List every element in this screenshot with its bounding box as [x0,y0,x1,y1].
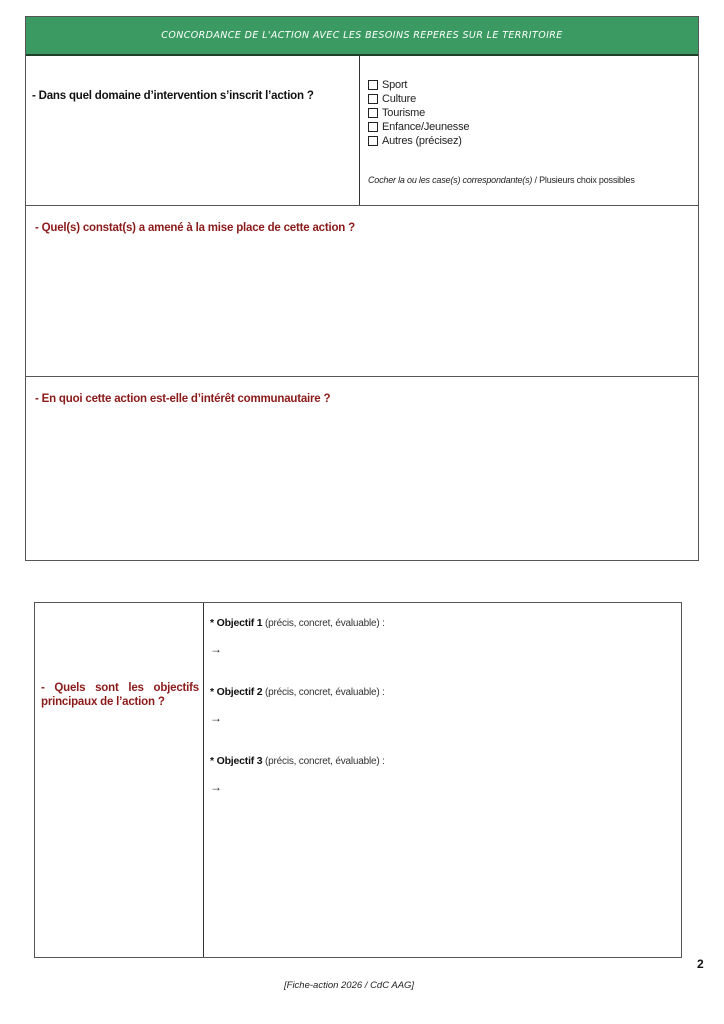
page-number: 2 [697,957,704,971]
interet-row[interactable] [26,377,698,561]
needs-concordance-table [25,16,699,561]
checkbox-icon[interactable] [368,122,378,132]
checkbox-hint [368,175,635,185]
checkbox-label: Autres (précisez) [382,135,462,147]
checkbox-culture[interactable] [368,92,469,106]
page-footer: [Fiche-action 2026 / CdC AAG] [284,980,415,991]
objective-2-label: * Objectif 2 (précis, concret, évaluable) : [210,686,385,698]
checkbox-icon[interactable] [368,94,378,104]
domain-question-cell [26,56,360,205]
checkbox-icon[interactable] [368,108,378,118]
objectives-question-cell [35,603,204,957]
checkbox-hint-italic: Cocher la ou les case(s) correspondante(s) [368,175,533,185]
section-header [26,17,698,56]
interet-question: - En quoi cette action est-elle d’intérêt communautaire ? [35,393,331,405]
checkbox-autres[interactable] [368,134,469,148]
domain-options-cell [360,56,698,205]
checkbox-enfance-jeunesse[interactable] [368,120,469,134]
checkbox-label: Enfance/Jeunesse [382,121,470,133]
constat-question: - Quel(s) constat(s) a amené à la mise place de cette action ? [35,222,355,234]
arrow-right-icon: → [210,642,222,656]
checkbox-label: Culture [382,93,417,105]
objectives-question: - Quels sont les objectifs principaux de l’action ? [41,682,199,708]
domain-row [26,56,698,206]
objectives-answer-cell[interactable] [204,603,681,957]
section-title: CONCORDANCE DE L'ACTION AVEC LES BESOINS REPERES SUR LE TERRITOIRE [161,30,563,41]
checkbox-tourisme[interactable] [368,106,469,120]
checkbox-label: Sport [382,79,408,91]
checkbox-icon[interactable] [368,136,378,146]
domain-question: - Dans quel domaine d’intervention s’inscrit l’action ? [32,90,314,102]
domain-checkbox-list [368,78,469,148]
objective-1-label: * Objectif 1 (précis, concret, évaluable) : [210,617,385,629]
objectives-table [34,602,682,958]
checkbox-hint-rest: / Plusieurs choix possibles [532,175,635,185]
checkbox-label: Tourisme [382,107,426,119]
arrow-right-icon: → [210,711,222,725]
objective-3-label: * Objectif 3 (précis, concret, évaluable) : [210,755,385,767]
checkbox-icon[interactable] [368,80,378,90]
constat-row[interactable] [26,206,698,377]
checkbox-sport[interactable] [368,78,469,92]
arrow-right-icon: → [210,780,222,794]
